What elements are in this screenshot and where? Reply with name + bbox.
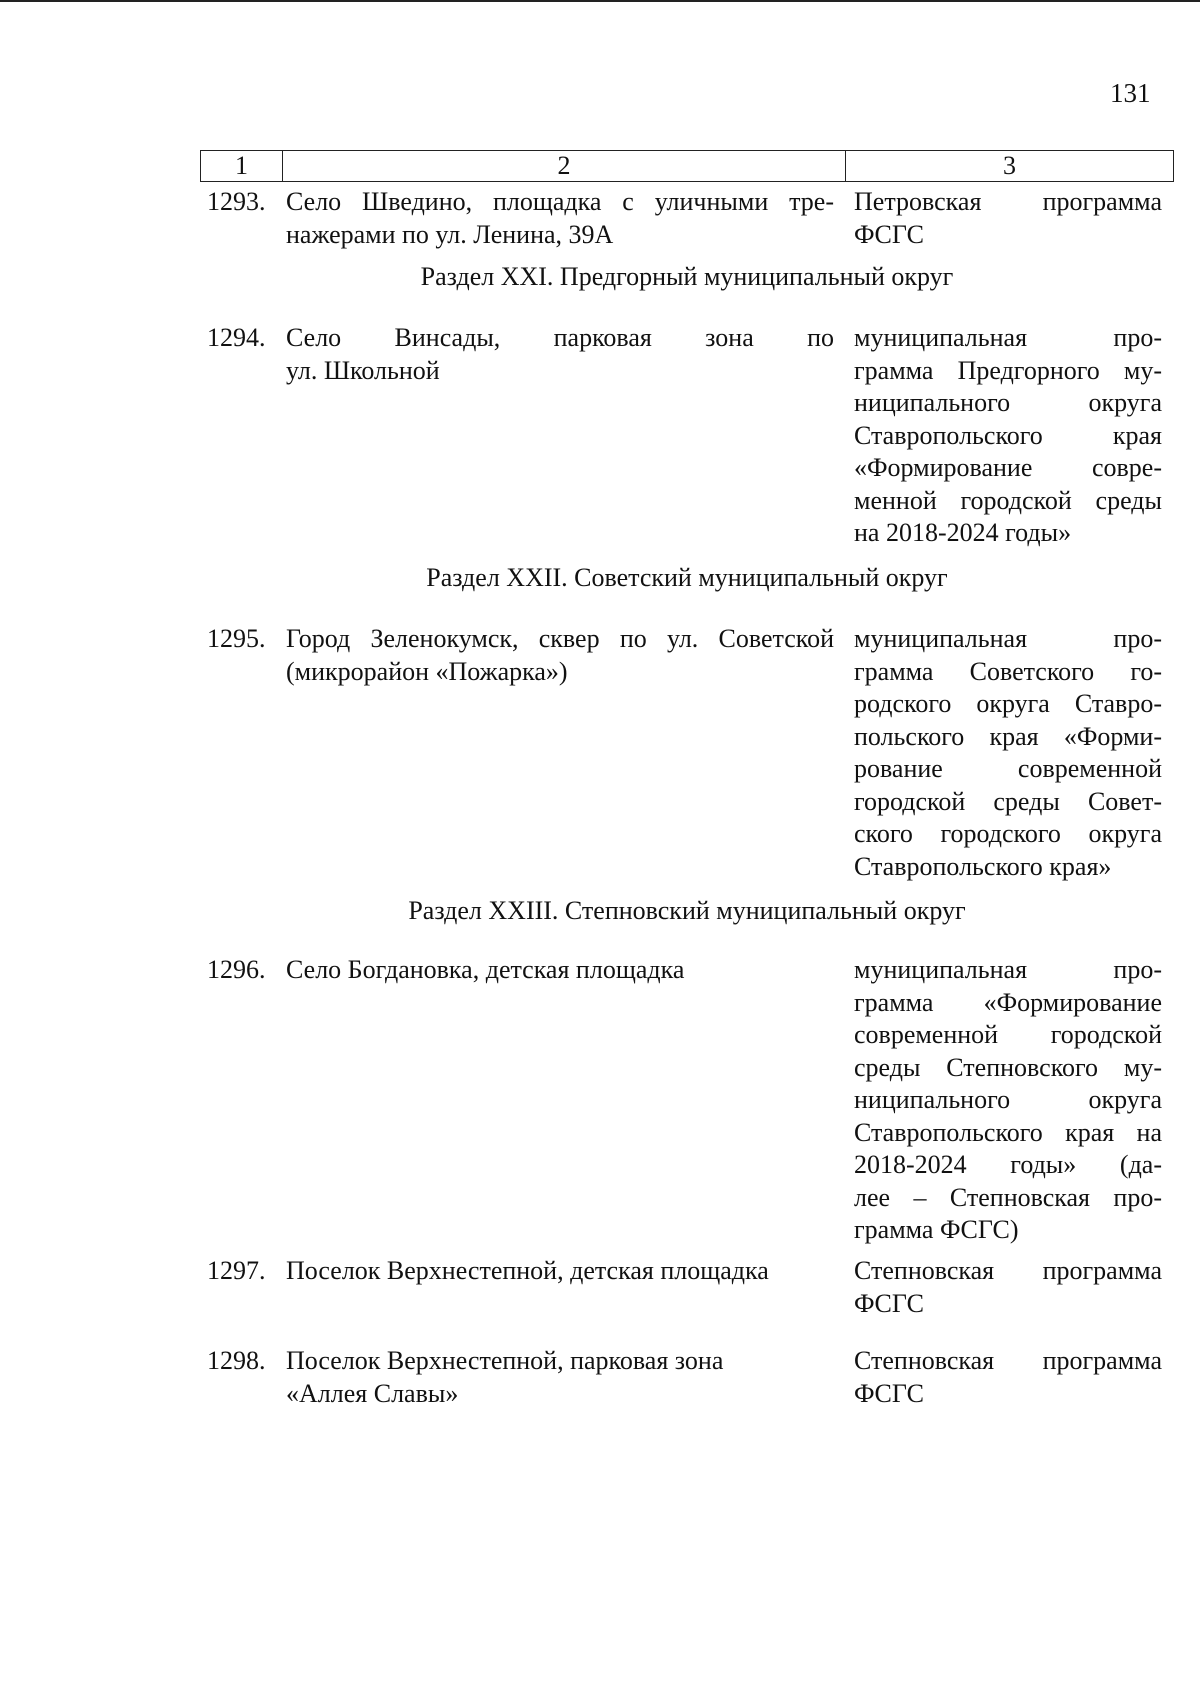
description-line: Поселок Верхнестепной, парковая зона xyxy=(286,1346,724,1375)
page-number: 131 xyxy=(1110,78,1151,108)
program-line: городской среды Совет- xyxy=(854,786,1162,816)
column-header-3: 3 xyxy=(1003,151,1016,180)
program-line: Ставропольского края xyxy=(854,420,1162,450)
program-line: ФСГС xyxy=(854,1288,924,1318)
description-line: нажерами по ул. Ленина, 39А xyxy=(286,219,614,249)
row-program xyxy=(854,322,1162,550)
row-number: 1295. xyxy=(207,624,266,653)
program-line: Степновская программа xyxy=(854,1346,1162,1375)
program-line: менной городской среды xyxy=(854,485,1162,515)
row-program xyxy=(854,1255,1162,1320)
section-title-xxiii: Раздел XXIII. Степновский муниципальный округ xyxy=(408,896,966,925)
program-line: рование современной xyxy=(854,754,1162,783)
description-line: Село Богдановка, детская площадка xyxy=(286,955,685,984)
program-line: польского края «Форми- xyxy=(854,721,1162,751)
column-header-2: 2 xyxy=(283,151,846,181)
program-line: Петровская программа xyxy=(854,187,1162,216)
program-line: муниципальная про- xyxy=(854,624,1162,653)
description-line: «Аллея Славы» xyxy=(286,1378,459,1408)
description-line: Село Шведино, площадка с уличными тре- xyxy=(286,187,834,216)
description-line: ул. Школьной xyxy=(286,355,440,385)
row-program xyxy=(854,186,1162,251)
program-line: грамма «Формирование xyxy=(854,987,1162,1017)
section-title-xxi: Раздел XXI. Предгорный муниципальный округ xyxy=(420,262,954,291)
row-number: 1293. xyxy=(207,187,266,216)
program-line: ФСГС xyxy=(854,1378,924,1408)
row-number: 1294. xyxy=(207,323,266,352)
program-line: «Формирование совре- xyxy=(854,453,1162,482)
row-program xyxy=(854,954,1162,1247)
program-line: ниципального округа xyxy=(854,1085,1162,1114)
program-line: на 2018-2024 годы» xyxy=(854,518,1072,547)
program-line: 2018-2024 годы» (да- xyxy=(854,1150,1162,1179)
row-program xyxy=(854,623,1162,883)
program-line: родского округа Ставро- xyxy=(854,689,1162,718)
program-line: лее – Степновская про- xyxy=(854,1182,1162,1212)
row-number: 1296. xyxy=(207,955,266,984)
row-description xyxy=(286,1255,834,1288)
program-line: ФСГС xyxy=(854,219,924,249)
program-line: муниципальная про- xyxy=(854,323,1162,352)
program-line: грамма Советского го- xyxy=(854,656,1162,686)
row-program xyxy=(854,1345,1162,1410)
row-description xyxy=(286,623,834,688)
program-line: Ставропольского края на xyxy=(854,1117,1162,1147)
row-number: 1297. xyxy=(207,1256,266,1285)
program-line: Степновская программа xyxy=(854,1256,1162,1285)
program-line: муниципальная про- xyxy=(854,955,1162,984)
description-line: Город Зеленокумск, сквер по ул. Советской xyxy=(286,624,834,653)
description-line: Село Винсады, парковая зона по xyxy=(286,323,834,352)
description-line: Поселок Верхнестепной, детская площадка xyxy=(286,1256,769,1285)
program-line: ского городского округа xyxy=(854,819,1162,848)
row-description xyxy=(286,322,834,387)
column-header-1: 1 xyxy=(201,151,283,181)
section-title-xxii: Раздел XXII. Советский муниципальный округ xyxy=(426,563,948,592)
program-line: современной городской xyxy=(854,1020,1162,1049)
program-line: ниципального округа xyxy=(854,388,1162,417)
description-line: (микрорайон «Пожарка») xyxy=(286,656,568,686)
row-description xyxy=(286,954,834,987)
program-line: Ставропольского края» xyxy=(854,851,1112,881)
row-description xyxy=(286,1345,834,1410)
table-header xyxy=(200,150,1174,182)
row-number: 1298. xyxy=(207,1346,266,1375)
row-description xyxy=(286,186,834,251)
program-line: грамма ФСГС) xyxy=(854,1215,1019,1244)
program-line: грамма Предгорного му- xyxy=(854,355,1162,385)
top-scan-edge xyxy=(0,0,1200,2)
program-line: среды Степновского му- xyxy=(854,1052,1162,1082)
